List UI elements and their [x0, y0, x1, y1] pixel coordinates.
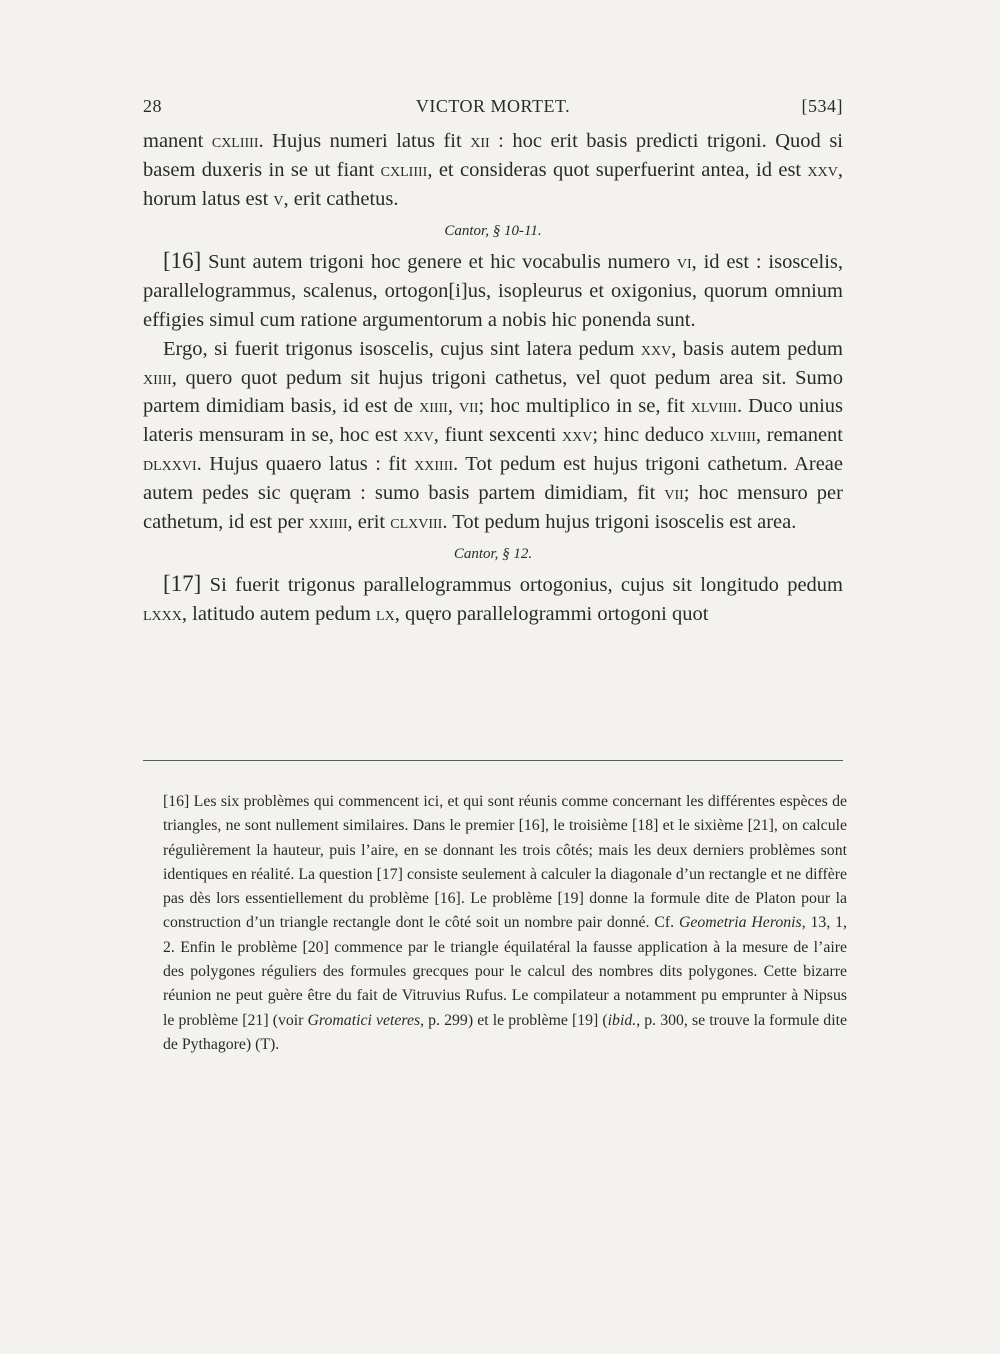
- roman-numeral: xiiii: [419, 395, 448, 418]
- roman-numeral: xiiii: [143, 366, 172, 389]
- page-number: 28: [143, 96, 162, 116]
- text-run: , quero quot pedum sit hujus trigoni cathetus, vel quot pedum area sit. Sumo partem dimidiam basis, id est de: [143, 366, 843, 418]
- paragraph-isoscelis: [143, 335, 843, 537]
- roman-numeral: cxliiii: [211, 130, 259, 152]
- paragraph-continuation: [143, 127, 843, 213]
- text-run: Ergo, si fuerit trigonus isoscelis, cujus sint latera pedum: [163, 337, 641, 360]
- text-run: ,: [447, 395, 460, 418]
- text-run: . Duco unius lateris mensuram in se, hoc est: [143, 395, 844, 447]
- text-run: , p. 299) et le problème [19] (: [420, 1011, 608, 1029]
- text-run: manent: [143, 130, 212, 152]
- roman-numeral: vii: [664, 481, 684, 504]
- text-run: , fiunt sexcenti: [433, 424, 562, 447]
- text-run: , quęro parallelogrammi ortogoni quot: [394, 603, 709, 626]
- text-run: , id est : isoscelis, parallelogrammus, scalenus, ortogon[i]us, isopleurus et oxigonius, quorum omnium effigies simul cum ratione argumentorum a nobis hic ponenda sunt.: [143, 251, 843, 331]
- text-run: , basis autem pedum: [671, 337, 843, 360]
- footnote-16: [163, 790, 847, 1057]
- text-run: , 13, 1, 2. Enfin le problème [20] commence par le triangle équilatéral la fausse application à la mesure de l’aire des polygones réguliers des formules grecques pour le calcul des nombres dits polygones. Cette bizarre réunion ne peut guère être du fait de Vitruvius Rufus. Le compilateur a notamment pu emprunter à Nipsus le problème [21] (voir: [163, 914, 847, 1029]
- text-run: , latitudo autem pedum: [181, 603, 377, 626]
- roman-numeral: dlxxvi: [143, 452, 197, 475]
- roman-numeral: vi: [676, 251, 692, 274]
- text-run: , p. 300, se trouve la formule dite de Pythagore) (T).: [163, 1011, 847, 1053]
- text-run: , remanent: [755, 424, 843, 447]
- citation-cantor-10-11: Cantor, § 10-11.: [444, 223, 542, 240]
- running-title: VICTOR MORTET.: [415, 96, 571, 116]
- text-run: Sunt autem trigoni hoc genere et hic vocabulis numero: [201, 251, 677, 274]
- paragraph-number: [16]: [163, 248, 202, 274]
- italic-title: Gromatici veteres: [307, 1011, 421, 1029]
- text-run: , erit: [347, 510, 391, 533]
- roman-numeral: xii: [470, 130, 490, 152]
- paragraph-16: [143, 247, 843, 334]
- text-run: ; hinc deduco: [592, 424, 710, 447]
- italic-title: Geometria Heronis: [678, 914, 802, 932]
- main-text: [143, 127, 843, 629]
- roman-numeral: xxv: [640, 337, 672, 360]
- paragraph-number: [17]: [163, 571, 202, 597]
- roman-numeral: v: [273, 187, 284, 210]
- text-run: , horum latus est: [143, 158, 843, 210]
- text-run: ; hoc multiplico in se, fit: [478, 395, 691, 418]
- roman-numeral: clxviii: [390, 510, 443, 533]
- roman-numeral: xxv: [561, 424, 593, 447]
- citation-cantor-12: Cantor, § 12.: [453, 546, 533, 563]
- roman-numeral: xxv: [403, 424, 434, 447]
- roman-numeral: xxiiii: [308, 510, 348, 533]
- roman-numeral: cxliiii: [380, 158, 428, 181]
- roman-numeral: xxv: [807, 158, 838, 181]
- footnote-divider: [143, 760, 843, 761]
- paragraph-17: [143, 570, 843, 629]
- italic-title: ibid.: [607, 1011, 637, 1029]
- text-run: . Hujus quaero latus : fit: [196, 452, 415, 475]
- roman-numeral: xlviiii: [709, 424, 756, 447]
- roman-numeral: lx: [376, 603, 395, 626]
- text-run: . Tot pedum hujus trigoni isoscelis est area.: [442, 510, 797, 533]
- text-run: , et consideras quot superfuerint antea, id est: [427, 158, 808, 181]
- text-run: . Tot pedum est hujus trigoni cathetum. Areae autem pedes sic quęram : sumo basis partem dimidiam, fit: [143, 452, 844, 504]
- text-run: , erit cathetus.: [283, 187, 399, 210]
- roman-numeral: lxxx: [143, 603, 182, 626]
- text-run: : hoc erit basis predicti trigoni. Quod si basem duxeris in se ut fiant: [143, 130, 843, 181]
- roman-numeral: xxiiii: [414, 452, 454, 475]
- text-run: [16] Les six problèmes qui commencent ici, et qui sont réunis comme concernant les différentes espèces de triangles, ne sont nullement similaires. Dans le premier [16], le troisième [18] et le sixième [21], on calcule régulièrement la hauteur, puis l’aire, en se donnant les trois côtés; mais les deux derniers problèmes sont identiques en réalité. La question [17] consiste seulement à calculer la diagonale d’un rectangle et ne diffère pas dès lors essentiellement du problème [16]. Le problème [19] donne la formule dite de Platon pour la construction d’un triangle rectangle dont le côté soit un nombre pair donné. Cf.: [163, 793, 847, 932]
- roman-numeral: xlviiii: [690, 395, 737, 418]
- text-run: ; hoc mensuro per cathetum, id est per: [143, 481, 843, 533]
- roman-numeral: vii: [459, 395, 479, 418]
- text-run: Si fuerit trigonus parallelogrammus ortogonius, cujus sit longitudo pedum: [201, 574, 843, 597]
- footnotes: [163, 790, 847, 1057]
- page-reference: [534]: [801, 96, 843, 116]
- text-run: . Hujus numeri latus fit: [258, 130, 471, 152]
